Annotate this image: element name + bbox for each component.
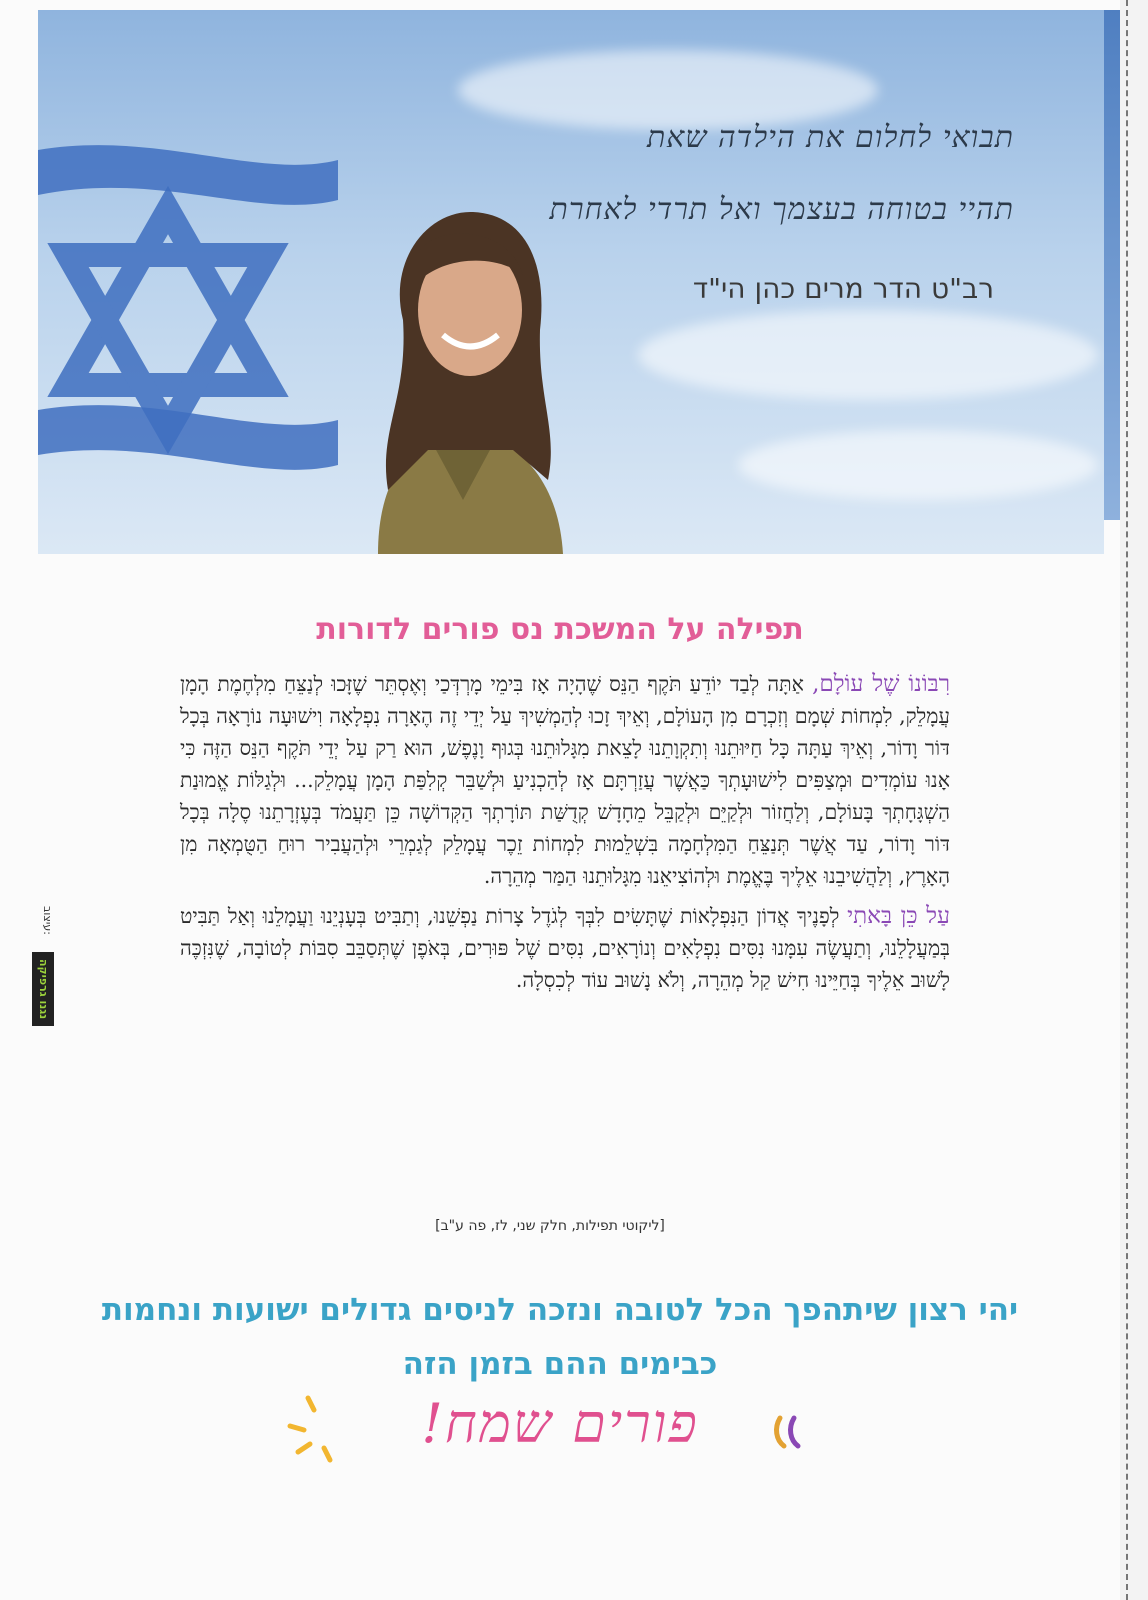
prayer-title: תפילה על המשכת נס פורים לדורות (316, 612, 804, 647)
prayer-lead-1: רִבּוֹנוֹ שֶׁל עוֹלָם, (812, 671, 951, 697)
page-edge-strip (1120, 0, 1148, 1600)
prayer-body (180, 668, 950, 1004)
prayer-source: [ליקוטי תפילות, חלק שני, לז, פה ע"ב] (435, 1218, 665, 1234)
purim-greeting: פורים שמח! (421, 1392, 699, 1455)
blessing-line-2: כבימים ההם בזמן הזה (402, 1346, 718, 1382)
hero-script-line-1: תבואי לחלום את הילדה שאת (646, 120, 1014, 155)
prayer-paragraph-1 (180, 668, 950, 892)
blessing-line-1: יהי רצון שיתהפך הכל לטובה ונזכה לניסים גדולים ישועות ונחמות (101, 1292, 1019, 1328)
prayer-text-1: אַתָּה לְבַד יוֹדֵעַ תֹּקֶף הַנֵּס שֶׁהָיָה אָז בִּימֵי מָרְדְּכַי וְאֶסְתֵּר שֶׁזָּכוּ לְנַצֵּחַ מִלְחֶמֶת הָמָן עֲמָלֵק, לִמְחוֹת שְׁמָם וְזִכְרָם מִן הָעוֹלָם, וְאֵיךְ זָכוּ לְהַמְשִׁיךְ עַל יְדֵי זֶה הֶאָרָה נִפְלָאָה וִישׁוּעָה נוֹרָאָה בְּכָל דּוֹר וָדוֹר, וְאֵיךְ עַתָּה כָּל חַיּוּתֵנוּ וְתִקְוָתֵנוּ לָצֵאת מִגָּלוּתֵנוּ בְּגוּף וָנֶפֶשׁ, הוּא רַק עַל יְדֵי תֹּקֶף הַנֵּס הַזֶּה כִּי אָנוּ עוֹמְדִים וּמְצַפִּים לִישׁוּעָתְךָ כַּאֲשֶׁר עֲזַרְתָּם אָז לְהַכְנִיעַ וּלְשַׁבֵּר קְלִפַּת הָמָן עֲמָלֵק... וּלְגַלּוֹת אֱמוּנַת הַשְׁגָּחָתְךָ בָּעוֹלָם, וְלַחֲזוֹר וּלְקַיֵּם וּלְקַבֵּל מֵחָדָשׁ קְדֻשַּׁת תּוֹרָתְךָ הַקְּדוֹשָׁה כֵּן תַּעֲמֹד בְּעֶזְרָתֵנוּ סֶלָה בְּכָל דּוֹר וָדוֹר, עַד אֲשֶׁר תְּנַצֵּחַ הַמִּלְחָמָה בִּשְׁלֵמוּת לִמְחוֹת זֵכֶר עֲמָלֵק לְגַמְרֵי וּלְהַעֲבִיר רוּחַ הַטֻּמְאָה מִן הָאָרֶץ, וְלַהֲשִׁיבֵנוּ אֵלֶיךָ בֶּאֱמֶת וּלְהוֹצִיאֵנוּ מִגָּלוּתֵנוּ הַמַּר מְהֵרָה. (180, 672, 950, 888)
hero-name: רב"ט הדר מרים כהן הי"ד (692, 272, 994, 305)
design-credit-label: עיצוב: (41, 906, 54, 935)
design-credit-logo: נגנו גרפיקה (32, 952, 54, 1026)
prayer-paragraph-2 (180, 900, 950, 996)
prayer-text-2: לְפָנֶיךָ אֲדוֹן הַנִּפְלָאוֹת שֶׁתָּשִׂים לִבְּךָ לְגֹדֶל צָרוֹת נַפְשֵׁנוּ, וְתַבִּיט בְּעָנְיֵנוּ וַעֲמָלֵנוּ וְאַל תַּבִּיט בְּמַעֲלָלֵנוּ, וְתַעֲשֶׂה עִמָּנוּ נִסִּים נִפְלָאִים וְנוֹרָאִים, נִסִּים שֶׁל פּוּרִים, בְּאֹפֶן שֶׁתְּסַבֵּב סִבּוֹת לְטוֹבָה, שֶׁנִּזְכֶּה לָשׁוּב אֵלֶיךָ בְּחַיֵּינוּ חִישׁ קַל מְהֵרָה, וְלֹא נָשׁוּב עוֹד לְכִסְלָה. (180, 904, 950, 992)
hero-script-line-2: תהיי בטוחה בעצמך ואל תרדי לאחרת (549, 192, 1014, 227)
hero-banner (38, 10, 1104, 554)
sparkle-icon (278, 1390, 348, 1470)
quote-mark-icon (770, 1412, 810, 1452)
prayer-lead-2: עַל כֵּן בָּאתִי (847, 903, 950, 929)
fold-dashed-line (1126, 0, 1128, 1600)
design-credit (30, 906, 56, 1026)
top-bleed-edge (1104, 10, 1120, 520)
